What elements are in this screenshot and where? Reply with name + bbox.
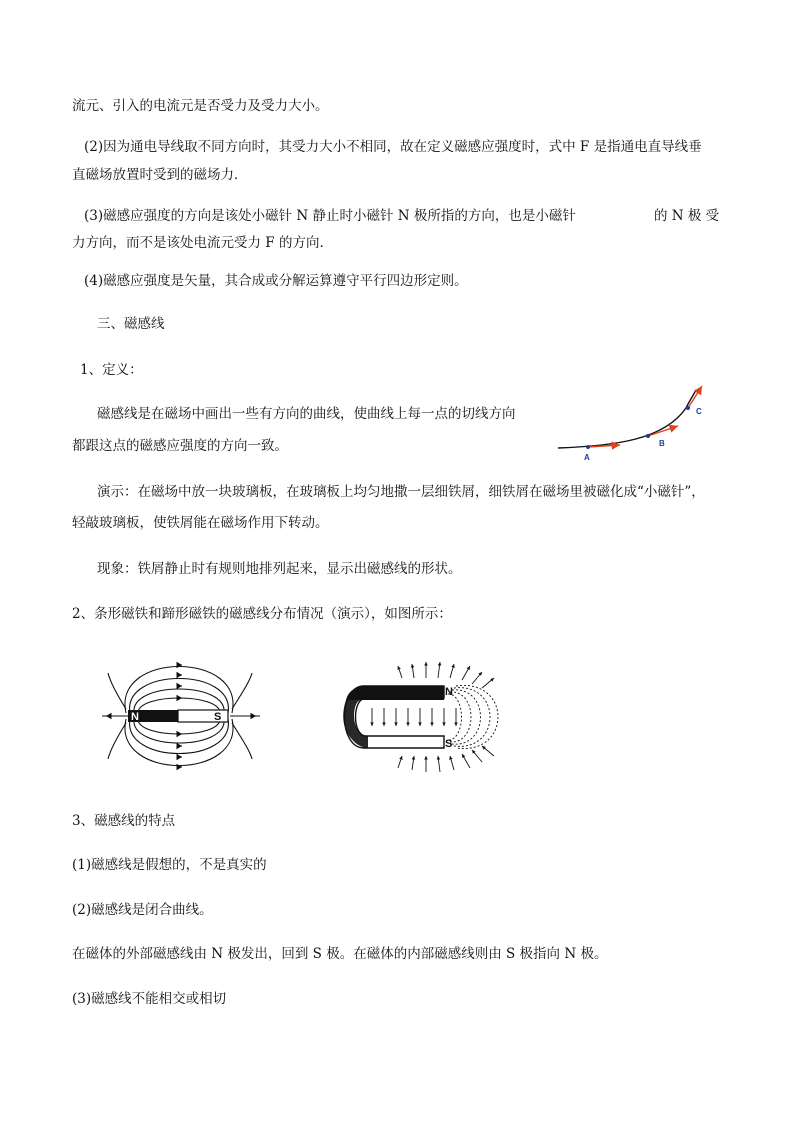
- bar-magnet-s-label: S: [214, 711, 222, 723]
- point-a: [586, 445, 590, 449]
- point-label-a: A: [584, 453, 590, 462]
- field-curve: [558, 390, 696, 448]
- paragraph-continuation: 流元、引入的电流元是否受力及受力大小。: [72, 98, 329, 114]
- bar-magnet-n-label: N: [131, 711, 139, 723]
- phenomenon-line: 现象：铁屑静止时有规则地排列起来，显示出磁感线的形状。: [97, 561, 462, 577]
- paragraph-3-line-1-left: (3)磁感应强度的方向是该处小磁针 N 静止时小磁针 N 极所指的方向，也是小磁针: [84, 208, 576, 224]
- feature-2: (2)磁感线是闭合曲线。: [72, 902, 213, 918]
- bar-magnet-middle: [150, 710, 178, 722]
- feature-1: (1)磁感线是假想的，不是真实的: [72, 857, 267, 873]
- horseshoe-s-label: S: [445, 738, 453, 750]
- feature-3: (3)磁感线不能相交或相切: [72, 991, 227, 1007]
- section-heading: 三、磁感线: [97, 316, 165, 332]
- paragraph-3-line-1-right: 的 N 极 受: [654, 208, 720, 224]
- demo-line-2: 轻敲玻璃板，使铁屑能在磁场作用下转动。: [72, 515, 329, 531]
- horseshoe-n-label: N: [445, 686, 453, 698]
- paragraph-4: (4)磁感应强度是矢量，其合成或分解运算遵守平行四边形定则。: [84, 273, 468, 289]
- bar-magnet-figure: [100, 643, 270, 789]
- paragraph-3-line-2: 力方向，而不是该处电流元受力 F 的方向．: [72, 235, 333, 251]
- tangent-arrow-b: [648, 426, 678, 436]
- definition-heading: 1、定义：: [80, 362, 143, 378]
- point-label-c: C: [696, 407, 702, 416]
- point-b: [646, 434, 650, 438]
- tangent-curve-figure: [554, 382, 714, 462]
- demo-line-1: 演示：在磁场中放一块玻璃板，在玻璃板上均匀地撒一层细铁屑，细铁屑在磁场里被磁化成“小磁针”，: [97, 484, 705, 500]
- definition-line-1: 磁感线是在磁场中画出一些有方向的曲线，使曲线上每一点的切线方向: [97, 406, 516, 422]
- item-3-heading: 3、磁感线的特点: [72, 813, 176, 829]
- feature-2-detail: 在磁体的外部磁感线由 N 极发出，回到 S 极。在磁体的内部磁感线则由 S 极指向 N 极。: [72, 946, 608, 962]
- definition-line-2: 都跟这点的磁感应强度的方向一致。: [72, 438, 288, 454]
- item-2-heading: 2、条形磁铁和蹄形磁铁的磁感线分布情况（演示），如图所示：: [72, 606, 452, 622]
- horseshoe-magnet-figure: [332, 652, 522, 782]
- point-c: [686, 406, 690, 410]
- tangent-arrow-c: [688, 386, 702, 408]
- point-label-b: B: [659, 439, 665, 448]
- paragraph-2-line-1: (2)因为通电导线取不同方向时，其受力大小不相同，故在定义磁感应强度时，式中 F 是指通电直导线垂: [84, 139, 702, 155]
- paragraph-2-line-2: 直磁场放置时受到的磁场力．: [72, 167, 248, 183]
